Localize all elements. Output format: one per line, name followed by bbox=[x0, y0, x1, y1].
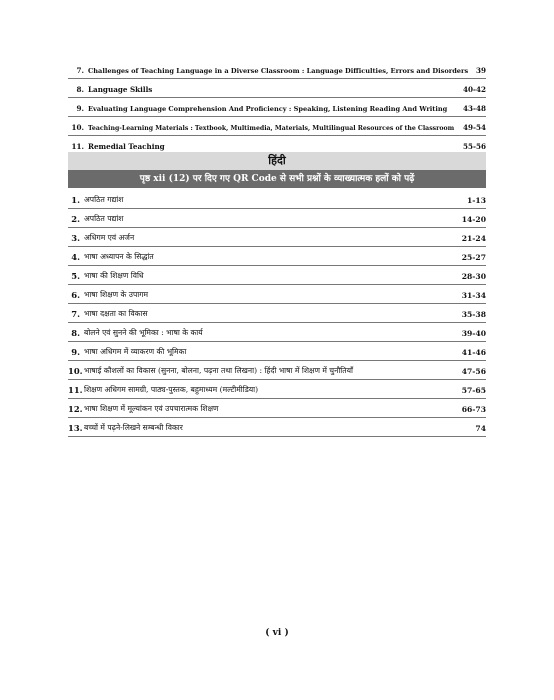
toc-title: अपठित गद्यांश bbox=[84, 195, 124, 204]
toc-number: 12. bbox=[68, 404, 83, 414]
toc-title: Language Skills bbox=[88, 85, 153, 94]
toc-number: 6. bbox=[71, 290, 80, 300]
toc-row bbox=[68, 79, 486, 98]
toc-pages: 39-40 bbox=[461, 329, 486, 338]
toc-pages: 74 bbox=[475, 424, 486, 433]
toc-row bbox=[68, 418, 486, 437]
toc-title: अधिगम एवं अर्जन bbox=[84, 233, 135, 242]
toc-row bbox=[68, 323, 486, 342]
toc-title: भाषा की शिक्षण विधि bbox=[84, 271, 144, 280]
hindi-section-heading: हिंदी bbox=[68, 152, 486, 170]
toc-number: 11. bbox=[68, 385, 83, 395]
toc-pages: 49-54 bbox=[463, 123, 486, 132]
toc-pages: 47-56 bbox=[461, 367, 486, 376]
toc-row bbox=[68, 98, 486, 117]
toc-title: भाषा शिक्षण के उपागम bbox=[84, 290, 149, 299]
toc-pages: 1-13 bbox=[466, 196, 486, 205]
toc-title: बोलने एवं सुनने की भूमिका : भाषा के कार्य bbox=[84, 328, 203, 337]
toc-pages: 14-20 bbox=[461, 215, 486, 224]
toc-pages: 55-56 bbox=[463, 142, 486, 151]
toc-title: Challenges of Teaching Language in a Diverse Classroom : Language Difficulties, Errors and Disorders bbox=[88, 67, 469, 75]
toc-number: 4. bbox=[71, 252, 80, 262]
toc-title: भाषा अधिगम में व्याकरण की भूमिका bbox=[84, 347, 187, 356]
toc-number: 13. bbox=[68, 423, 83, 433]
toc-title: अपठित पद्यांश bbox=[84, 214, 124, 223]
toc-number: 3. bbox=[71, 233, 80, 243]
toc-pages: 43-48 bbox=[463, 104, 486, 113]
toc-number: 8. bbox=[71, 328, 80, 338]
toc-pages: 28-30 bbox=[461, 272, 486, 281]
toc-number: 10. bbox=[71, 123, 84, 132]
toc-row bbox=[68, 209, 486, 228]
toc-pages: 31-34 bbox=[461, 291, 486, 300]
toc-title: भाषा शिक्षण में मूल्यांकन एवं उपचारात्मक शिक्षण bbox=[84, 404, 219, 413]
toc-pages: 35-38 bbox=[461, 310, 486, 319]
toc-row bbox=[68, 60, 486, 79]
toc-row bbox=[68, 285, 486, 304]
toc-pages: 57-65 bbox=[461, 386, 486, 395]
toc-number: 1. bbox=[71, 195, 80, 205]
toc-title: भाषा दक्षता का विकास bbox=[84, 309, 148, 318]
toc-row bbox=[68, 361, 486, 380]
toc-row bbox=[68, 399, 486, 418]
toc-row bbox=[68, 266, 486, 285]
toc-pages: 41-46 bbox=[461, 348, 486, 357]
toc-title: Evaluating Language Comprehension And Proficiency : Speaking, Listening Reading And Writing bbox=[88, 105, 448, 113]
toc-pages: 66-73 bbox=[461, 405, 486, 414]
toc-pages: 40-42 bbox=[463, 85, 486, 94]
page-number: ( vi ) bbox=[265, 628, 289, 638]
toc-row bbox=[68, 342, 486, 361]
toc-number: 10. bbox=[68, 366, 83, 376]
toc-title: बच्चों में पढ़ने-लिखने सम्बन्धी विकार bbox=[84, 423, 183, 432]
toc-number: 7. bbox=[71, 309, 80, 319]
toc-number: 5. bbox=[71, 271, 80, 281]
toc-number: 8. bbox=[76, 85, 84, 94]
toc-row bbox=[68, 304, 486, 323]
toc-number: 9. bbox=[76, 104, 84, 113]
toc-row bbox=[68, 117, 486, 136]
toc-pages: 21-24 bbox=[461, 234, 486, 243]
toc-title: Remedial Teaching bbox=[88, 142, 165, 151]
toc-row bbox=[68, 247, 486, 266]
toc-title: भाषाई कौशलों का विकास (सुनना, बोलना, पढ़ना तथा लिखना) : हिंदी भाषा में शिक्षण में चुनौतियाँ bbox=[84, 366, 353, 375]
toc-pages: 39 bbox=[475, 66, 486, 75]
qr-code-notice: पृष्ठ xii (12) पर दिए गए QR Code से सभी प्रश्नों के व्याख्यात्मक हलों को पढ़ें bbox=[68, 170, 486, 188]
toc-title: भाषा अध्यापन के सिद्धांत bbox=[84, 252, 154, 261]
toc-title: शिक्षण अधिगम सामग्री, पाठ्य-पुस्तक, बहुमाध्यम (मल्टीमीडिया) bbox=[84, 385, 259, 394]
toc-row bbox=[68, 190, 486, 209]
toc-pages: 25-27 bbox=[461, 253, 486, 262]
toc-number: 2. bbox=[71, 214, 80, 224]
toc-row bbox=[68, 380, 486, 399]
toc-title: Teaching-Learning Materials : Textbook, Multimedia, Materials, Multilingual Resources of the Classroom bbox=[88, 125, 455, 132]
toc-number: 7. bbox=[76, 66, 84, 75]
toc-row bbox=[68, 228, 486, 247]
toc-number: 11. bbox=[71, 142, 84, 151]
toc-number: 9. bbox=[71, 347, 80, 357]
